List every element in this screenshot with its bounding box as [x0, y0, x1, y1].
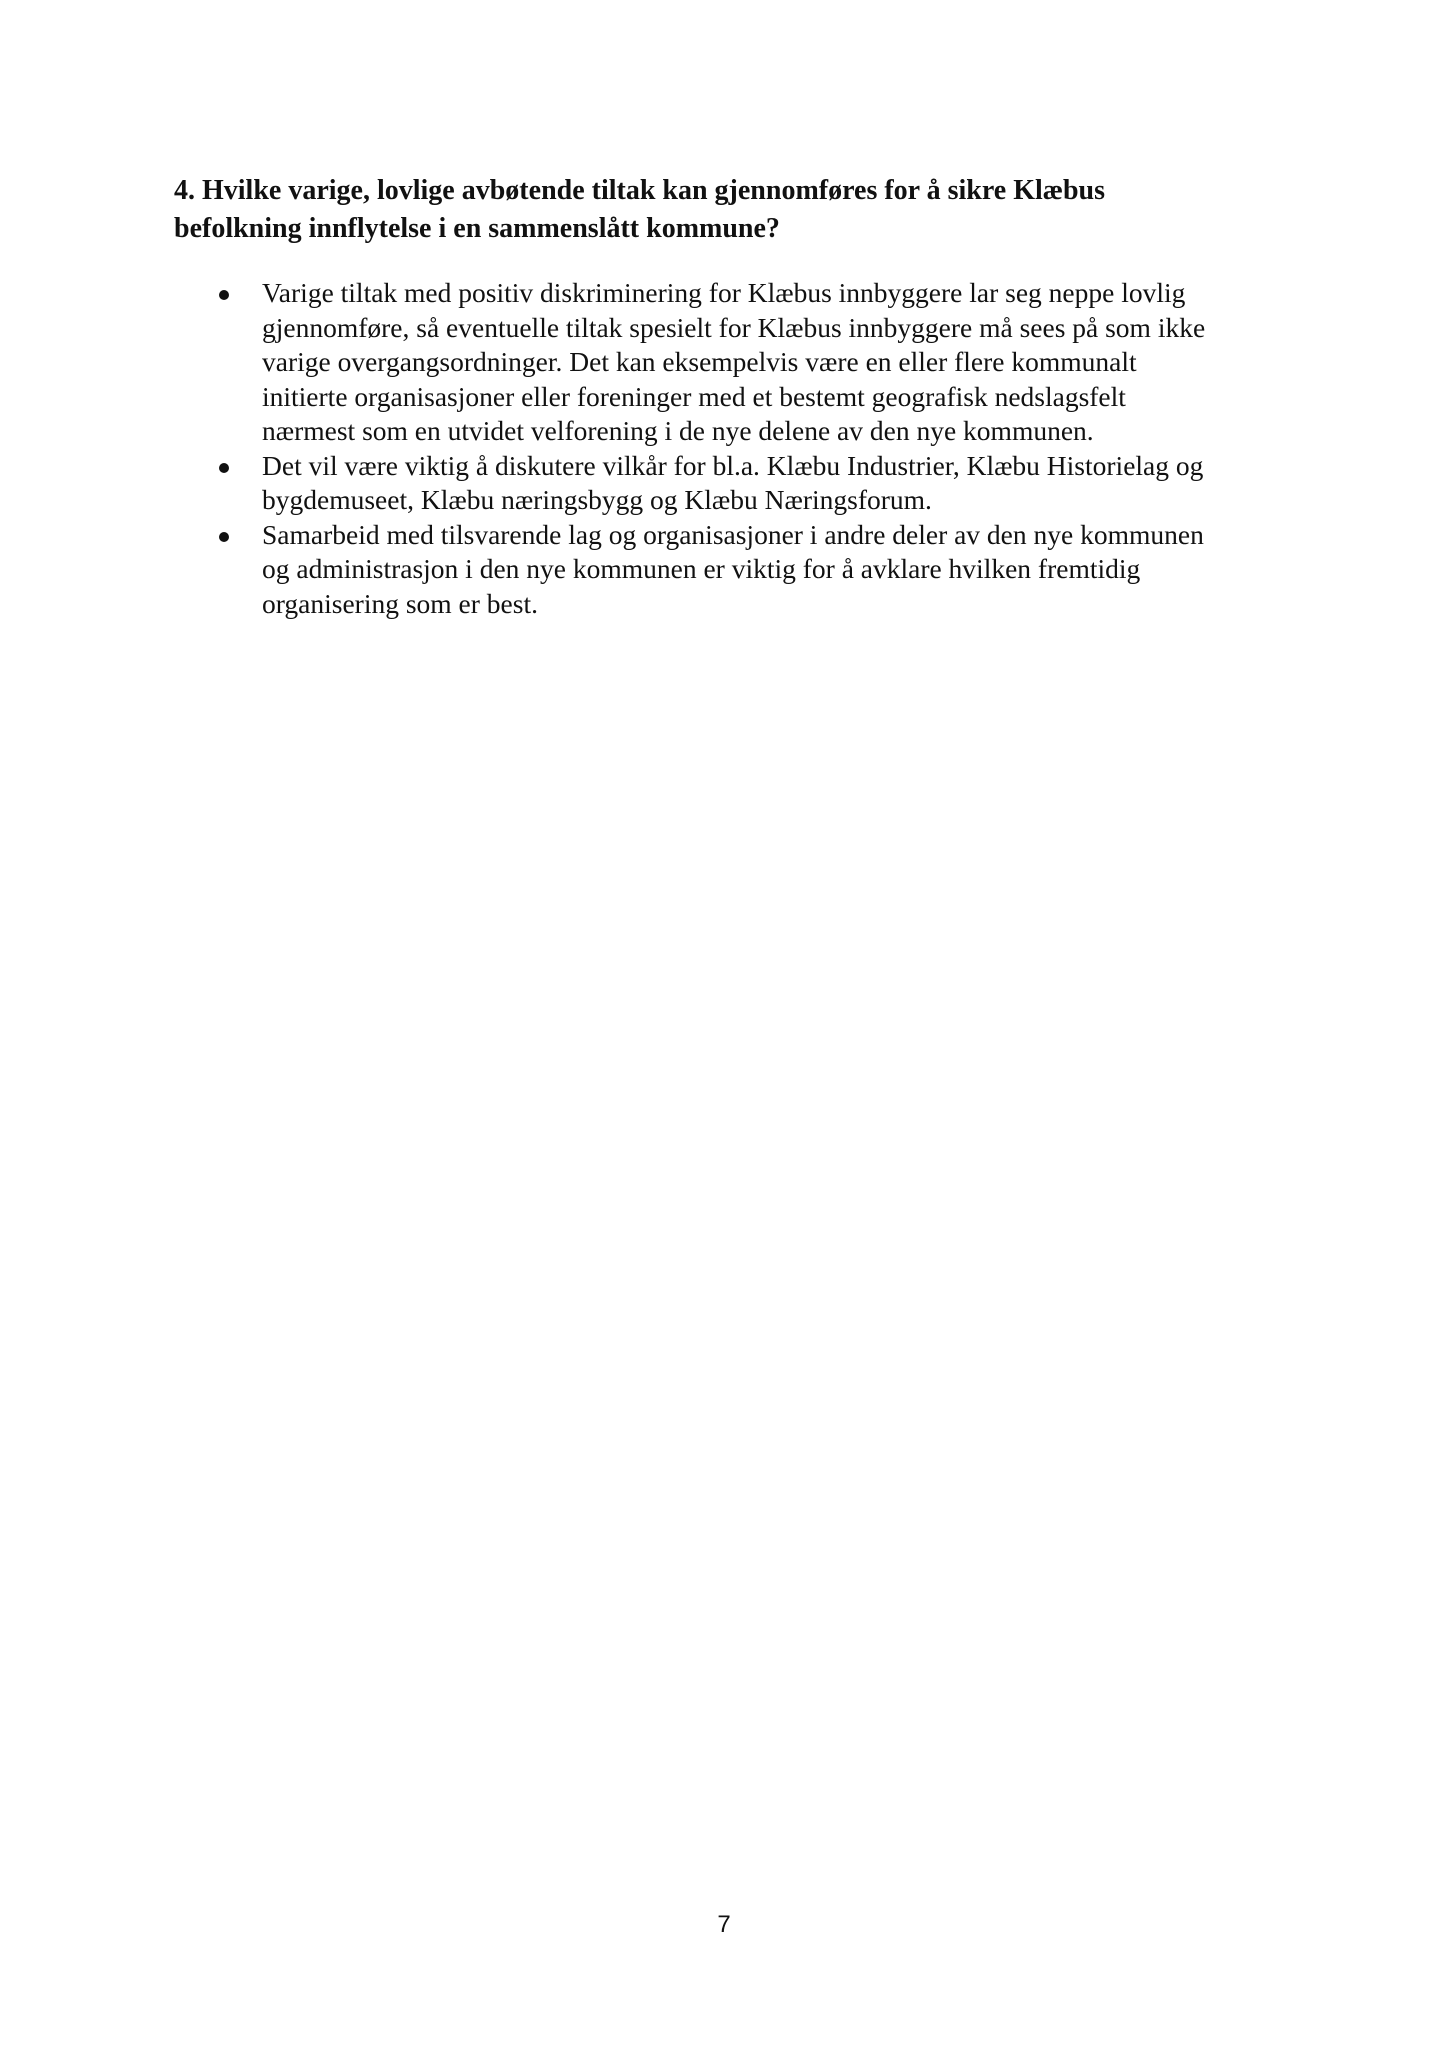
bullet-line: Samarbeid med tilsvarende lag og organisasjoner i andre deler av den nye kommunen [262, 518, 1204, 550]
section-heading [174, 172, 1294, 248]
heading-line: 4. Hvilke varige, lovlige avbøtende tiltak kan gjennomføres for å sikre Klæbus [174, 175, 1106, 206]
bullet-line: varige overgangsordninger. Det kan eksempelvis være en eller flere kommunalt [262, 346, 1137, 377]
bullet-line: Varige tiltak med positiv diskriminering for Klæbus innbyggere lar seg neppe lovlig [262, 277, 1186, 308]
bullet-line: nærmest som en utvidet velforening i de nye delene av den nye kommunen. [262, 415, 1094, 446]
page-number: 7 [717, 1911, 731, 1938]
bullet-dot-icon [219, 532, 229, 542]
bullet-item [174, 449, 1314, 518]
bullet-item [174, 518, 1314, 622]
bullet-line: og administrasjon i den nye kommunen er viktig for å avklare hvilken fremtidig [262, 553, 1141, 584]
bullet-line: organisering som er best. [262, 587, 538, 619]
heading-line: befolkning innflytelse i en sammenslått kommune? [174, 213, 780, 244]
bullet-dot-icon [219, 290, 229, 300]
bullet-line: bygdemuseet, Klæbu næringsbygg og Klæbu Næringsforum. [262, 484, 932, 515]
bullet-item [174, 276, 1314, 449]
bullet-list [174, 276, 1314, 621]
bullet-line: Det vil være viktig å diskutere vilkår for bl.a. Klæbu Industrier, Klæbu Historielag og [262, 449, 1204, 481]
bullet-dot-icon [219, 463, 229, 473]
bullet-line: initierte organisasjoner eller foreninger med et bestemt geografisk nedslagsfelt [262, 380, 1126, 412]
bullet-line: gjennomføre, så eventuelle tiltak spesielt for Klæbus innbyggere må sees på som ikke [262, 311, 1206, 343]
